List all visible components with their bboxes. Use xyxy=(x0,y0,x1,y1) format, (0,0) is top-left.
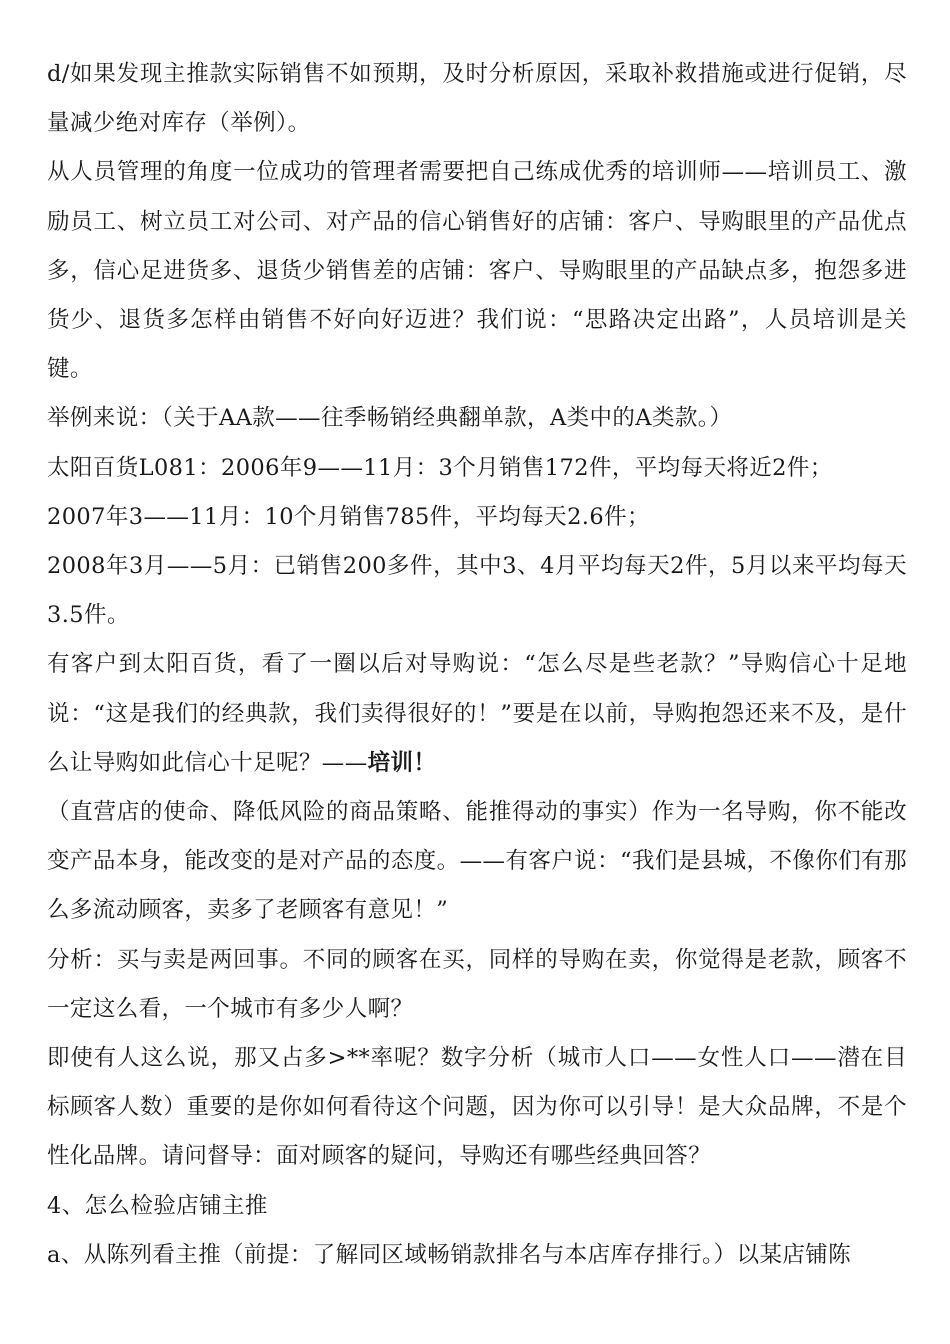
paragraph-sales-2007: 2007年3——11月：10个月销售785件，平均每天2.6件； xyxy=(47,503,650,530)
paragraph-staff-management: 从人员管理的角度一位成功的管理者需要把自己练成优秀的培训师——培训员工、激励员工、树立员工对公司、对产品的信心销售好的店铺：客户、导购眼里的产品优点多，信心足进货多、退货少销售差的店铺：客户、导购眼里的产品缺点多，抱怨多进货少、退货多怎样由销售不好向好迈进？我们说：“思路决定出路”，人员培训是关键。 xyxy=(47,159,907,383)
paragraph-example-intro: 举例来说：（关于AA款——往季畅销经典翻单款，A类中的A类款。） xyxy=(47,405,733,432)
paragraph-numbers-analysis: 即使有人这么说，那又占多>**率呢？数字分析（城市人口——女性人口——潜在目标顾客人数）重要的是你如何看待这个问题，因为你可以引导！是大众品牌，不是个性化品牌。请问督导：面对顾客的疑问，导购还有哪些经典回答？ xyxy=(47,1045,907,1170)
customer-story-emphasis: 培训！ xyxy=(367,749,437,776)
customer-story-text: 有客户到太阳百货，看了一圈以后对导购说：“怎么尽是些老款？”导购信心十足地说：“这是我们的经典款，我们卖得很好的！”要是在以前，导购抱怨还来不及，是什么让导购如此信心十足呢？—— xyxy=(47,651,907,776)
paragraph-analysis: 分析：买与卖是两回事。不同的顾客在买，同样的导购在卖，你觉得是老款，顾客不一定这么看，一个城市有多少人啊？ xyxy=(47,946,907,1022)
document-page xyxy=(47,50,907,1280)
paragraph-clearance-tip: d/如果发现主推款实际销售不如预期，及时分析原因，采取补救措施或进行促销，尽量减少绝对库存（举例）。 xyxy=(47,61,907,137)
paragraph-display-check: a、从陈列看主推（前提：了解同区域畅销款排名与本店库存排行。）以某店铺陈 xyxy=(47,1241,852,1268)
section-heading-check-main-push: 4、怎么检验店铺主推 xyxy=(47,1192,268,1219)
paragraph-store-mission: （直营店的使命、降低风险的商品策略、能推得动的事实）作为一名导购，你不能改变产品本身，能改变的是对产品的态度。——有客户说：“我们是县城，不像你们有那么多流动顾客，卖多了老顾客有意见！” xyxy=(47,799,907,924)
paragraph-customer-story xyxy=(47,640,907,788)
paragraph-sales-2006: 太阳百货L081：2006年9——11月：3个月销售172件，平均每天将近2件； xyxy=(47,454,833,481)
paragraph-sales-2008: 2008年3月——5月：已销售200多件，其中3、4月平均每天2件，5月以来平均每天3.5件。 xyxy=(47,553,907,629)
